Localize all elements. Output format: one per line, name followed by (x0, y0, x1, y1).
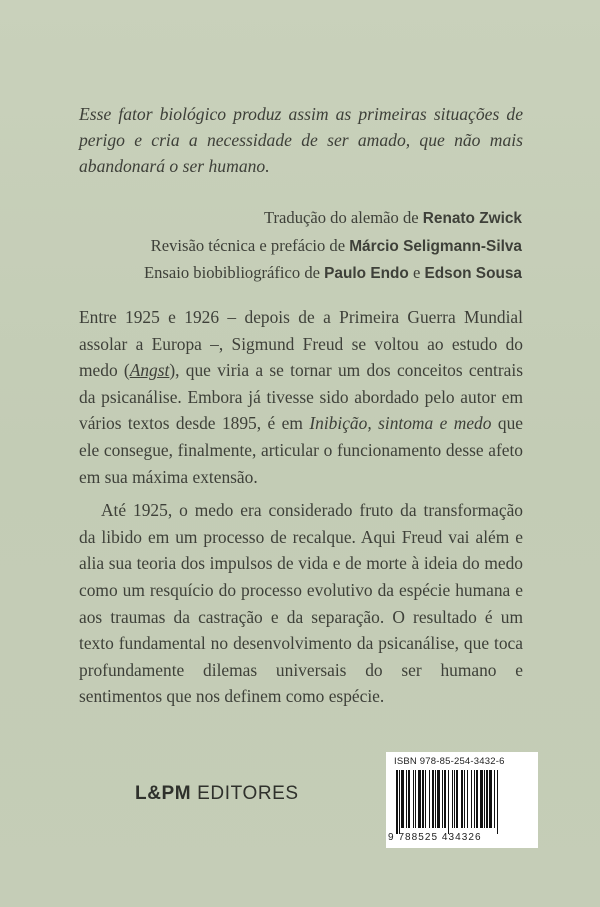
barcode-bar (399, 770, 400, 834)
barcode-bar (452, 770, 453, 828)
synopsis-paragraph-2: Até 1925, o medo era considerado fruto da transformação da libido em um processo de recalque. Aqui Freud vai além e alia sua teoria dos impulsos de vida e de morte à ideia do medo como um resquício do processo evolutivo da espécie humana e aos traumas da castração e da separação. O resultado é um texto fundamental no desenvolvimento da psicanálise, que toca profundamente dilemas universais do ser humano e sentimentos que nos definem como espécie. (79, 500, 523, 707)
barcode-bar (454, 770, 455, 828)
barcode-bar (464, 770, 465, 828)
barcode-bar (432, 770, 434, 828)
angst-term: Angst (129, 360, 170, 381)
barcode-bar (467, 770, 468, 828)
barcode-bar (401, 770, 404, 828)
essay-credit (62, 260, 522, 288)
reviewer-name: Márcio Seligmann-Silva (349, 237, 522, 255)
translator-name: Renato Zwick (422, 210, 522, 227)
barcode-bar (497, 770, 498, 834)
barcode-bar (476, 770, 478, 828)
barcode-bar (442, 770, 443, 828)
barcode-bar (489, 770, 492, 828)
essay-joiner: e (408, 263, 425, 282)
revision-credit (62, 233, 522, 261)
barcode-bar (396, 770, 398, 834)
barcode-bar (486, 770, 488, 828)
barcode-icon (396, 770, 528, 834)
credits-block (62, 205, 522, 288)
barcode-bar (494, 770, 495, 828)
translation-credit (62, 205, 522, 233)
book-title-reference: Inibição, sintoma e medo (309, 413, 492, 434)
barcode-bar (437, 770, 440, 828)
translation-prefix: Tradução do alemão de (263, 208, 423, 227)
barcode-bar (456, 770, 458, 828)
barcode-bar (413, 770, 414, 828)
essay-author-2: Edson Sousa (424, 265, 522, 282)
barcode-bar (471, 770, 472, 828)
barcode-bar (480, 770, 483, 828)
p1-text-b: ), que viria a se tornar um dos conceitos centrais da psicanálise. Embora já tivesse sido abordado pelo autor em vários textos desde 1895, é em (79, 360, 523, 434)
p1-text-a: Entre 1925 e 1926 – depois de a Primeira Guerra Mundial assolar a Europa –, Sigmund Freud se voltou ao estudo do medo ( (79, 307, 523, 381)
barcode-bar (429, 770, 430, 828)
barcode-bar (408, 770, 410, 828)
barcode-bar (474, 770, 475, 828)
barcode-bar (444, 770, 446, 828)
epigraph-quote: Esse fator biológico produz assim as primeiras situações de perigo e cria a necessidade de ser amado, que não mais abandonará o ser humano. (79, 104, 523, 176)
barcode-bar (435, 770, 436, 828)
publisher-suffix: EDITORES (191, 783, 299, 804)
barcode-bar (484, 770, 485, 828)
barcode-bar (418, 770, 421, 828)
barcode-bar (425, 770, 426, 828)
barcode-label (386, 752, 538, 848)
barcode-bar (415, 770, 416, 828)
synopsis (79, 304, 523, 710)
barcode-bar (461, 770, 463, 828)
isbn-text: ISBN 978-85-254-3432-6 (394, 756, 505, 767)
barcode-bar (406, 770, 407, 828)
barcode-bar (422, 770, 424, 828)
barcode-bar (448, 770, 449, 834)
barcode-digits: 9 788525 434326 (388, 832, 482, 843)
synopsis-paragraph-1 (79, 304, 523, 490)
publisher-logo (135, 783, 299, 805)
publisher-brand: L&PM (135, 783, 192, 804)
revision-prefix: Revisão técnica e prefácio de (150, 235, 350, 255)
p1-text-c: que ele consegue, finalmente, articular o funcionamento desse afeto em sua máxima extensão. (79, 413, 523, 487)
essay-prefix: Ensaio biobibliográfico de (143, 263, 325, 282)
essay-author-1: Paulo Endo (324, 265, 409, 282)
